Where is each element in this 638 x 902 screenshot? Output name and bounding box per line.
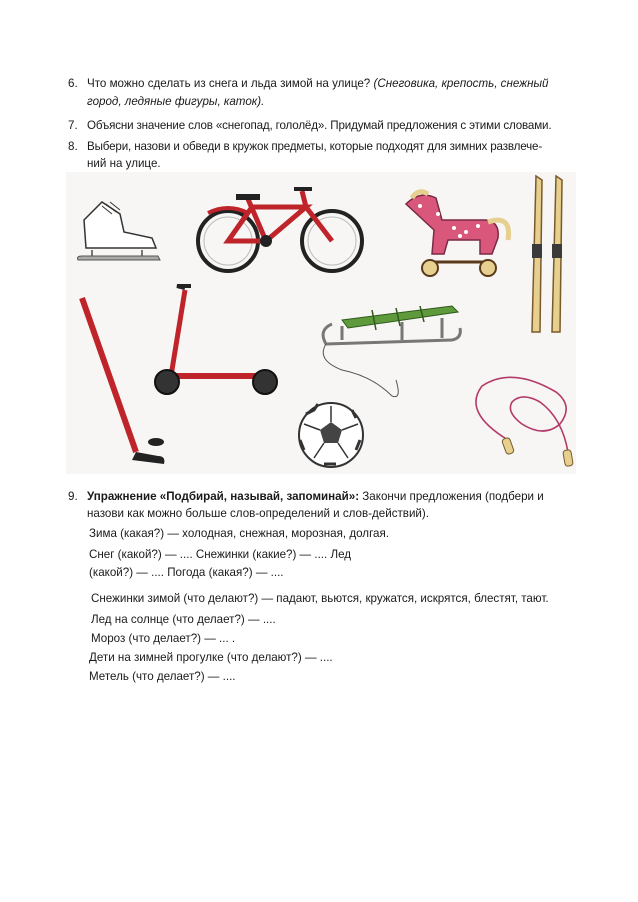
q8-line1: Выбери, назови и обведи в кружок предметы, которые подходят для зимних развлече-	[87, 140, 543, 153]
toy-horse-picture	[396, 184, 516, 284]
q9-number: 9.	[68, 490, 78, 503]
q9-sentence-5: Лед на солнце (что делает?) — ....	[91, 613, 276, 626]
soccer-ball-picture	[296, 400, 366, 470]
bicycle-picture	[196, 177, 366, 277]
q6-line1	[87, 75, 548, 92]
q9-sentence-2: Снег (какой?) — .... Снежинки (какие?) — .... Лед	[89, 548, 352, 561]
q6-number: 6.	[68, 77, 78, 90]
jump-rope-picture	[452, 372, 572, 472]
q9-sentence-7: Дети на зимней прогулке (что делают?) — ....	[89, 651, 333, 664]
q8-number: 8.	[68, 140, 78, 153]
winter-items-illustration	[66, 172, 576, 474]
q9-title-line	[87, 488, 544, 505]
q6-question: Что можно сделать из снега и льда зимой на улице?	[87, 77, 371, 90]
skis-picture	[526, 172, 572, 337]
q9-sentence-1: Зима (какая?) — холодная, снежная, морозная, долгая.	[89, 527, 389, 540]
q9-exercise-title: Упражнение «Подбирай, называй, запоминай»:	[87, 490, 360, 503]
q9-instruction-start: Закончи предложения (подбери и	[362, 490, 544, 503]
scooter-picture	[141, 282, 281, 402]
ice-skate-picture	[72, 192, 162, 272]
q7-text: Объясни значение слов «снегопад, гололёд». Придумай предложения с этими словами.	[87, 119, 552, 132]
q9-sentence-4: Снежинки зимой (что делают?) — падают, вьются, кружатся, искрятся, блестят, тают.	[91, 592, 549, 605]
q9-sentence-3: (какой?) — .... Погода (какая?) — ....	[89, 566, 284, 579]
q7-number: 7.	[68, 119, 78, 132]
q9-sentence-8: Метель (что делает?) — ....	[89, 670, 236, 683]
q9-instruction-end: назови как можно больше слов-определений и слов-действий).	[87, 507, 429, 520]
q9-sentence-6: Мороз (что делает?) — ... .	[91, 632, 236, 645]
q8-line2: ний на улице.	[87, 157, 161, 170]
q6-answer-part1: (Снеговика, крепость, снежный	[373, 77, 549, 90]
q6-answer-part2: город, ледяные фигуры, каток).	[87, 95, 265, 108]
sled-picture	[312, 300, 472, 410]
